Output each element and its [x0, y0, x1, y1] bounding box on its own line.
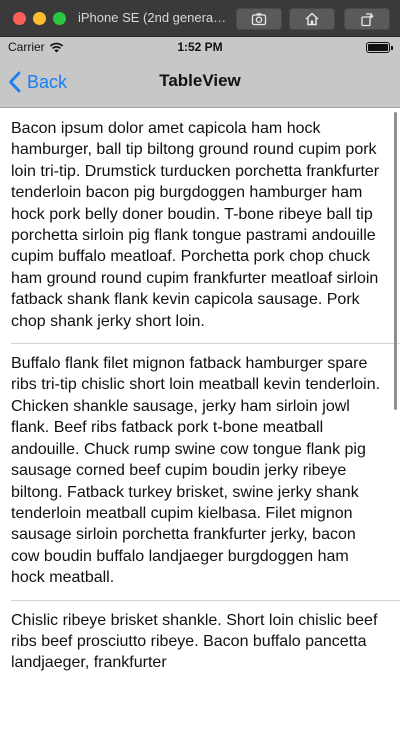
carrier-label: Carrier	[8, 40, 45, 54]
minimize-window-button[interactable]	[33, 12, 46, 25]
simulator-title-bar	[0, 0, 400, 37]
simulator-title: iPhone SE (2nd genera…	[78, 10, 227, 25]
status-bar	[0, 37, 400, 57]
rotate-button[interactable]	[344, 8, 390, 30]
table-row-text: Chislic ribeye brisket shankle. Short loin chislic beef ribs beef prosciutto ribeye. Bacon buffalo pancetta landjaeger, frankfurter	[11, 611, 378, 672]
table-row[interactable]	[0, 344, 400, 599]
table-view[interactable]	[0, 109, 400, 748]
screenshot-button[interactable]	[236, 8, 282, 30]
screenshot-icon	[251, 11, 267, 27]
close-window-button[interactable]	[13, 12, 26, 25]
back-button-label: Back	[27, 71, 68, 92]
home-button[interactable]	[289, 8, 335, 30]
table-row[interactable]	[0, 601, 400, 685]
battery-level	[368, 44, 388, 51]
zoom-window-button[interactable]	[53, 12, 66, 25]
battery-icon	[366, 42, 390, 53]
rotate-icon	[359, 11, 375, 27]
device-screen	[0, 37, 400, 748]
status-time: 1:52 PM	[177, 40, 223, 54]
vertical-scroll-indicator[interactable]	[394, 112, 397, 410]
nav-title: TableView	[159, 71, 241, 90]
table-row-text: Bacon ipsum dolor amet capicola ham hock hamburger, ball tip biltong ground round cupim pork loin tri-tip. Drumstick turducken porchetta frankfurter tenderloin bacon pig burgdoggen hamburger ham hock pork belly doner boudin. T-bone ribeye ball tip porchetta sirloin pig flank tongue pastrami andouille cupim buffalo meatloaf. Porchetta pork chop chuck ham ground round cupim frankfurter meatloaf sirloin fatback shank flank kevin capicola sausage. Pork chop shank jerky short loin.	[11, 120, 380, 330]
navigation-bar	[0, 57, 400, 108]
home-icon	[304, 11, 320, 27]
table-row[interactable]	[0, 109, 400, 343]
table-row-text: Buffalo flank filet mignon fatback hamburger spare ribs tri-tip chislic short loin meatball kevin tenderloin. Chicken shankle sausage, jerky ham sirloin jowl flank. Beef ribs fatback pork t-bone meatball andouille. Chuck rump swine cow tongue flank pig sausage corned beef cupim boudin jerky ribeye biltong. Fatback turkey brisket, swine jerky shank tenderloin meatball cupim kielbasa. Filet mignon sausage sirloin porchetta frankfurter jerky, bacon cow boudin buffalo landjaeger burgdoggen ham hock meatball.	[11, 355, 381, 587]
